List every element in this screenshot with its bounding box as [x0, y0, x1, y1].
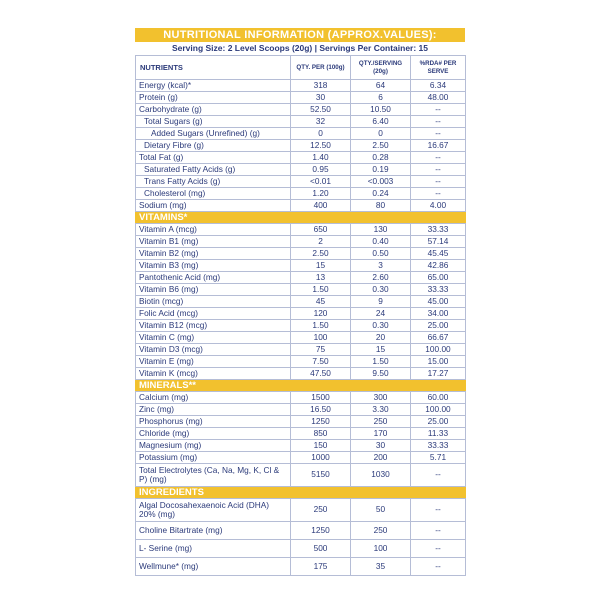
- nutrient-name: Total Fat (g): [136, 152, 291, 164]
- rda-percent: --: [411, 152, 466, 164]
- table-row: [136, 296, 466, 308]
- qty-per-serving: 200: [351, 452, 411, 464]
- qty-per-serving: 1030: [351, 464, 411, 487]
- header-per-100g: QTY. PER (100g): [291, 56, 351, 80]
- nutrient-name: Cholesterol (mg): [136, 188, 291, 200]
- qty-per-serving: 80: [351, 200, 411, 212]
- nutrient-name: Choline Bitartrate (mg): [136, 522, 291, 540]
- nutrient-name: Potassium (mg): [136, 452, 291, 464]
- table-row: [136, 92, 466, 104]
- rda-percent: 16.67: [411, 140, 466, 152]
- table-row: [136, 558, 466, 576]
- qty-per-serving: 20: [351, 332, 411, 344]
- header-nutrients: NUTRIENTS: [136, 56, 291, 80]
- qty-per-100g: 1000: [291, 452, 351, 464]
- vitamins-section-header-label: VITAMINS*: [136, 212, 466, 224]
- qty-per-serving: 0.40: [351, 236, 411, 248]
- rda-percent: 33.33: [411, 224, 466, 236]
- qty-per-serving: 2.50: [351, 140, 411, 152]
- nutrient-name: Folic Acid (mcg): [136, 308, 291, 320]
- qty-per-100g: 13: [291, 272, 351, 284]
- minerals-section-header: [136, 380, 466, 392]
- qty-per-100g: 1.40: [291, 152, 351, 164]
- table-row: [136, 440, 466, 452]
- qty-per-serving: 300: [351, 392, 411, 404]
- qty-per-100g: 175: [291, 558, 351, 576]
- qty-per-100g: 30: [291, 92, 351, 104]
- nutrient-name: Vitamin D3 (mcg): [136, 344, 291, 356]
- header-rda: %RDA# PER SERVE: [411, 56, 466, 80]
- qty-per-serving: 3: [351, 260, 411, 272]
- nutrient-name: Magnesium (mg): [136, 440, 291, 452]
- table-row: [136, 392, 466, 404]
- table-row: [136, 200, 466, 212]
- qty-per-100g: 318: [291, 80, 351, 92]
- nutrient-name: Zinc (mg): [136, 404, 291, 416]
- table-row: [136, 332, 466, 344]
- nutrition-table: [135, 55, 466, 576]
- table-row: [136, 104, 466, 116]
- table-row: [136, 116, 466, 128]
- table-row: [136, 368, 466, 380]
- qty-per-100g: 47.50: [291, 368, 351, 380]
- qty-per-serving: 24: [351, 308, 411, 320]
- qty-per-100g: 0: [291, 128, 351, 140]
- nutrient-name: Protein (g): [136, 92, 291, 104]
- qty-per-100g: <0.01: [291, 176, 351, 188]
- table-row: [136, 540, 466, 558]
- rda-percent: 6.34: [411, 80, 466, 92]
- qty-per-serving: 2.60: [351, 272, 411, 284]
- qty-per-serving: 0.28: [351, 152, 411, 164]
- qty-per-100g: 2.50: [291, 248, 351, 260]
- nutrient-name: Added Sugars (Unrefined) (g): [136, 128, 291, 140]
- rda-percent: --: [411, 164, 466, 176]
- ingredients-section-header: [136, 487, 466, 499]
- rda-percent: --: [411, 558, 466, 576]
- rda-percent: --: [411, 540, 466, 558]
- qty-per-serving: 1.50: [351, 356, 411, 368]
- rda-percent: 65.00: [411, 272, 466, 284]
- rda-percent: 15.00: [411, 356, 466, 368]
- table-row: [136, 284, 466, 296]
- nutrient-name: Energy (kcal)*: [136, 80, 291, 92]
- qty-per-serving: 0.24: [351, 188, 411, 200]
- rda-percent: 100.00: [411, 404, 466, 416]
- nutrient-name: Carbohydrate (g): [136, 104, 291, 116]
- rda-percent: --: [411, 188, 466, 200]
- qty-per-100g: 500: [291, 540, 351, 558]
- rda-percent: --: [411, 522, 466, 540]
- nutrition-title: NUTRITIONAL INFORMATION (APPROX.VALUES):: [135, 28, 465, 42]
- rda-percent: --: [411, 499, 466, 522]
- nutrient-name: Vitamin B12 (mcg): [136, 320, 291, 332]
- rda-percent: 33.33: [411, 440, 466, 452]
- table-row: [136, 308, 466, 320]
- qty-per-100g: 7.50: [291, 356, 351, 368]
- nutrient-name: Vitamin C (mg): [136, 332, 291, 344]
- table-row: [136, 404, 466, 416]
- nutrient-name: Saturated Fatty Acids (g): [136, 164, 291, 176]
- table-row: [136, 236, 466, 248]
- qty-per-100g: 12.50: [291, 140, 351, 152]
- qty-per-serving: 15: [351, 344, 411, 356]
- qty-per-serving: 130: [351, 224, 411, 236]
- nutrient-name: Vitamin B3 (mg): [136, 260, 291, 272]
- nutrition-panel: [135, 28, 465, 576]
- qty-per-100g: 2: [291, 236, 351, 248]
- rda-percent: 42.86: [411, 260, 466, 272]
- qty-per-100g: 32: [291, 116, 351, 128]
- qty-per-serving: 64: [351, 80, 411, 92]
- qty-per-serving: 10.50: [351, 104, 411, 116]
- qty-per-100g: 1.50: [291, 320, 351, 332]
- nutrient-name: Vitamin B2 (mg): [136, 248, 291, 260]
- table-row: [136, 140, 466, 152]
- table-row: [136, 128, 466, 140]
- rda-percent: --: [411, 116, 466, 128]
- nutrient-name: Dietary Fibre (g): [136, 140, 291, 152]
- qty-per-serving: 170: [351, 428, 411, 440]
- rda-percent: 100.00: [411, 344, 466, 356]
- table-row: [136, 320, 466, 332]
- rda-percent: --: [411, 176, 466, 188]
- rda-percent: 48.00: [411, 92, 466, 104]
- vitamins-section-header: [136, 212, 466, 224]
- qty-per-serving: 250: [351, 522, 411, 540]
- qty-per-100g: 15: [291, 260, 351, 272]
- qty-per-serving: 0.50: [351, 248, 411, 260]
- qty-per-100g: 120: [291, 308, 351, 320]
- qty-per-100g: 52.50: [291, 104, 351, 116]
- table-row: [136, 164, 466, 176]
- qty-per-100g: 45: [291, 296, 351, 308]
- header-per-serving: QTY./SERVING (20g): [351, 56, 411, 80]
- rda-percent: 60.00: [411, 392, 466, 404]
- qty-per-100g: 5150: [291, 464, 351, 487]
- qty-per-serving: 100: [351, 540, 411, 558]
- table-row: [136, 248, 466, 260]
- nutrient-name: Algal Docosahexaenoic Acid (DHA) 20% (mg): [136, 499, 291, 522]
- qty-per-serving: 9.50: [351, 368, 411, 380]
- qty-per-100g: 400: [291, 200, 351, 212]
- rda-percent: --: [411, 104, 466, 116]
- nutrient-name: Trans Fatty Acids (g): [136, 176, 291, 188]
- qty-per-100g: 1250: [291, 416, 351, 428]
- table-row: [136, 176, 466, 188]
- qty-per-serving: 30: [351, 440, 411, 452]
- rda-percent: 45.00: [411, 296, 466, 308]
- table-row: [136, 356, 466, 368]
- qty-per-serving: 3.30: [351, 404, 411, 416]
- rda-percent: 34.00: [411, 308, 466, 320]
- rda-percent: 57.14: [411, 236, 466, 248]
- ingredients-section-header-label: INGREDIENTS: [136, 487, 466, 499]
- nutrient-name: Total Sugars (g): [136, 116, 291, 128]
- qty-per-100g: 1500: [291, 392, 351, 404]
- rda-percent: 11.33: [411, 428, 466, 440]
- nutrient-name: Vitamin B6 (mg): [136, 284, 291, 296]
- qty-per-serving: 9: [351, 296, 411, 308]
- qty-per-100g: 850: [291, 428, 351, 440]
- qty-per-serving: 0.30: [351, 284, 411, 296]
- table-row: [136, 499, 466, 522]
- rda-percent: 66.67: [411, 332, 466, 344]
- serving-info: Serving Size: 2 Level Scoops (20g) | Servings Per Container: 15: [171, 43, 429, 53]
- qty-per-100g: 650: [291, 224, 351, 236]
- rda-percent: 17.27: [411, 368, 466, 380]
- nutrient-name: Vitamin E (mg): [136, 356, 291, 368]
- qty-per-serving: 6: [351, 92, 411, 104]
- nutrient-name: L- Serine (mg): [136, 540, 291, 558]
- table-row: [136, 80, 466, 92]
- table-row: [136, 416, 466, 428]
- rda-percent: --: [411, 128, 466, 140]
- nutrient-name: Vitamin A (mcg): [136, 224, 291, 236]
- table-row: [136, 152, 466, 164]
- nutrient-name: Chloride (mg): [136, 428, 291, 440]
- qty-per-100g: 250: [291, 499, 351, 522]
- qty-per-100g: 1.20: [291, 188, 351, 200]
- rda-percent: --: [411, 464, 466, 487]
- table-row: [136, 522, 466, 540]
- rda-percent: 4.00: [411, 200, 466, 212]
- nutrient-name: Sodium (mg): [136, 200, 291, 212]
- table-row: [136, 428, 466, 440]
- qty-per-serving: 6.40: [351, 116, 411, 128]
- nutrient-name: Calcium (mg): [136, 392, 291, 404]
- nutrient-name: Vitamin B1 (mg): [136, 236, 291, 248]
- qty-per-100g: 0.95: [291, 164, 351, 176]
- table-row: [136, 452, 466, 464]
- table-row: [136, 272, 466, 284]
- qty-per-100g: 100: [291, 332, 351, 344]
- nutrient-name: Biotin (mcg): [136, 296, 291, 308]
- qty-per-serving: 50: [351, 499, 411, 522]
- rda-percent: 25.00: [411, 416, 466, 428]
- rda-percent: 25.00: [411, 320, 466, 332]
- qty-per-serving: 0.19: [351, 164, 411, 176]
- rda-percent: 45.45: [411, 248, 466, 260]
- table-row: [136, 260, 466, 272]
- nutrient-name: Pantothenic Acid (mg): [136, 272, 291, 284]
- qty-per-100g: 1250: [291, 522, 351, 540]
- table-row: [136, 224, 466, 236]
- qty-per-serving: <0.003: [351, 176, 411, 188]
- qty-per-100g: 1.50: [291, 284, 351, 296]
- table-header-row: [136, 56, 466, 80]
- qty-per-serving: 0.30: [351, 320, 411, 332]
- qty-per-100g: 16.50: [291, 404, 351, 416]
- minerals-section-header-label: MINERALS**: [136, 380, 466, 392]
- qty-per-100g: 75: [291, 344, 351, 356]
- qty-per-serving: 250: [351, 416, 411, 428]
- rda-percent: 5.71: [411, 452, 466, 464]
- qty-per-serving: 0: [351, 128, 411, 140]
- nutrient-name: Vitamin K (mcg): [136, 368, 291, 380]
- table-row: [136, 188, 466, 200]
- nutrient-name: Phosphorus (mg): [136, 416, 291, 428]
- table-row: [136, 464, 466, 487]
- nutrient-name: Wellmune* (mg): [136, 558, 291, 576]
- rda-percent: 33.33: [411, 284, 466, 296]
- qty-per-100g: 150: [291, 440, 351, 452]
- qty-per-serving: 35: [351, 558, 411, 576]
- table-row: [136, 344, 466, 356]
- nutrient-name: Total Electrolytes (Ca, Na, Mg, K, Cl & P) (mg): [136, 464, 291, 487]
